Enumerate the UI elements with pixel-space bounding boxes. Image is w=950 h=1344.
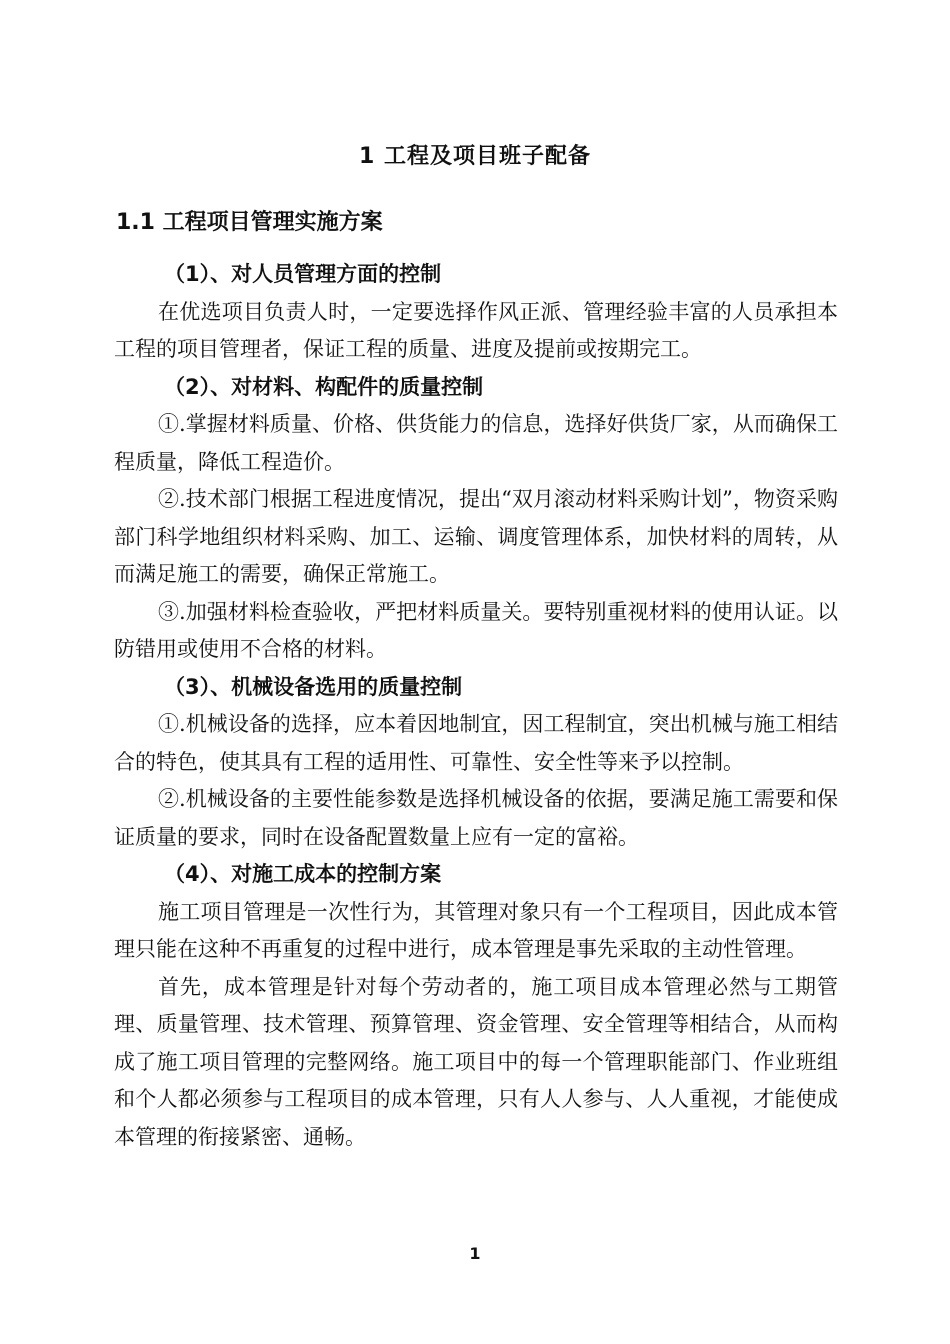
subsection-heading: （4）、对施工成本的控制方案 (164, 862, 442, 886)
document-body (114, 256, 838, 1156)
body-paragraph: 施工项目管理是一次性行为，其管理对象只有一个工程项目，因此成本管理只能在这种不再重复的过程中进行，成本管理是事先采取的主动性管理。 (114, 899, 838, 961)
subsection-heading: （2）、对材料、构配件的质量控制 (164, 374, 484, 399)
chapter-title: 1 工程及项目班子配备 (359, 144, 591, 169)
body-paragraph: 首先，成本管理是针对每个劳动者的，施工项目成本管理必然与工期管理、质量管理、技术管理、预算管理、资金管理、安全管理等相结合，从而构成了施工项目管理的完整网络。施工项目中的每一个管理职能部门、作业班组和个人都必须参与工程项目的成本管理，只有人人参与、人人重视，才能使成本管理的衔接紧密、通畅。 (114, 974, 838, 1149)
page-number: 1 (469, 1244, 481, 1263)
body-paragraph: ②.机械设备的主要性能参数是选择机械设备的依据，要满足施工需要和保证质量的要求，同时在设备配置数量上应有一定的富裕。 (114, 787, 838, 849)
section-title: 1.1 工程项目管理实施方案 (116, 210, 383, 235)
subsection-heading: （3）、机械设备选用的质量控制 (164, 674, 463, 699)
body-paragraph: 在优选项目负责人时，一定要选择作风正派、管理经验丰富的人员承担本工程的项目管理者，保证工程的质量、进度及提前或按期完工。 (114, 299, 838, 361)
body-paragraph: ③.加强材料检查验收，严把材料质量关。要特别重视材料的使用认证。以防错用或使用不合格的材料。 (114, 599, 838, 661)
body-paragraph: ①.机械设备的选择，应本着因地制宜，因工程制宜，突出机械与施工相结合的特色，使其具有工程的适用性、可靠性、安全性等来予以控制。 (114, 712, 838, 774)
subsection-heading: （1）、对人员管理方面的控制 (164, 262, 442, 286)
body-paragraph: ②.技术部门根据工程进度情况，提出“双月滚动材料采购计划”，物资采购部门科学地组织材料采购、加工、运输、调度管理体系，加快材料的周转，从而满足施工的需要，确保正常施工。 (114, 487, 838, 586)
body-paragraph: ①.掌握材料质量、价格、供货能力的信息，选择好供货厂家，从而确保工程质量，降低工程造价。 (114, 412, 838, 474)
